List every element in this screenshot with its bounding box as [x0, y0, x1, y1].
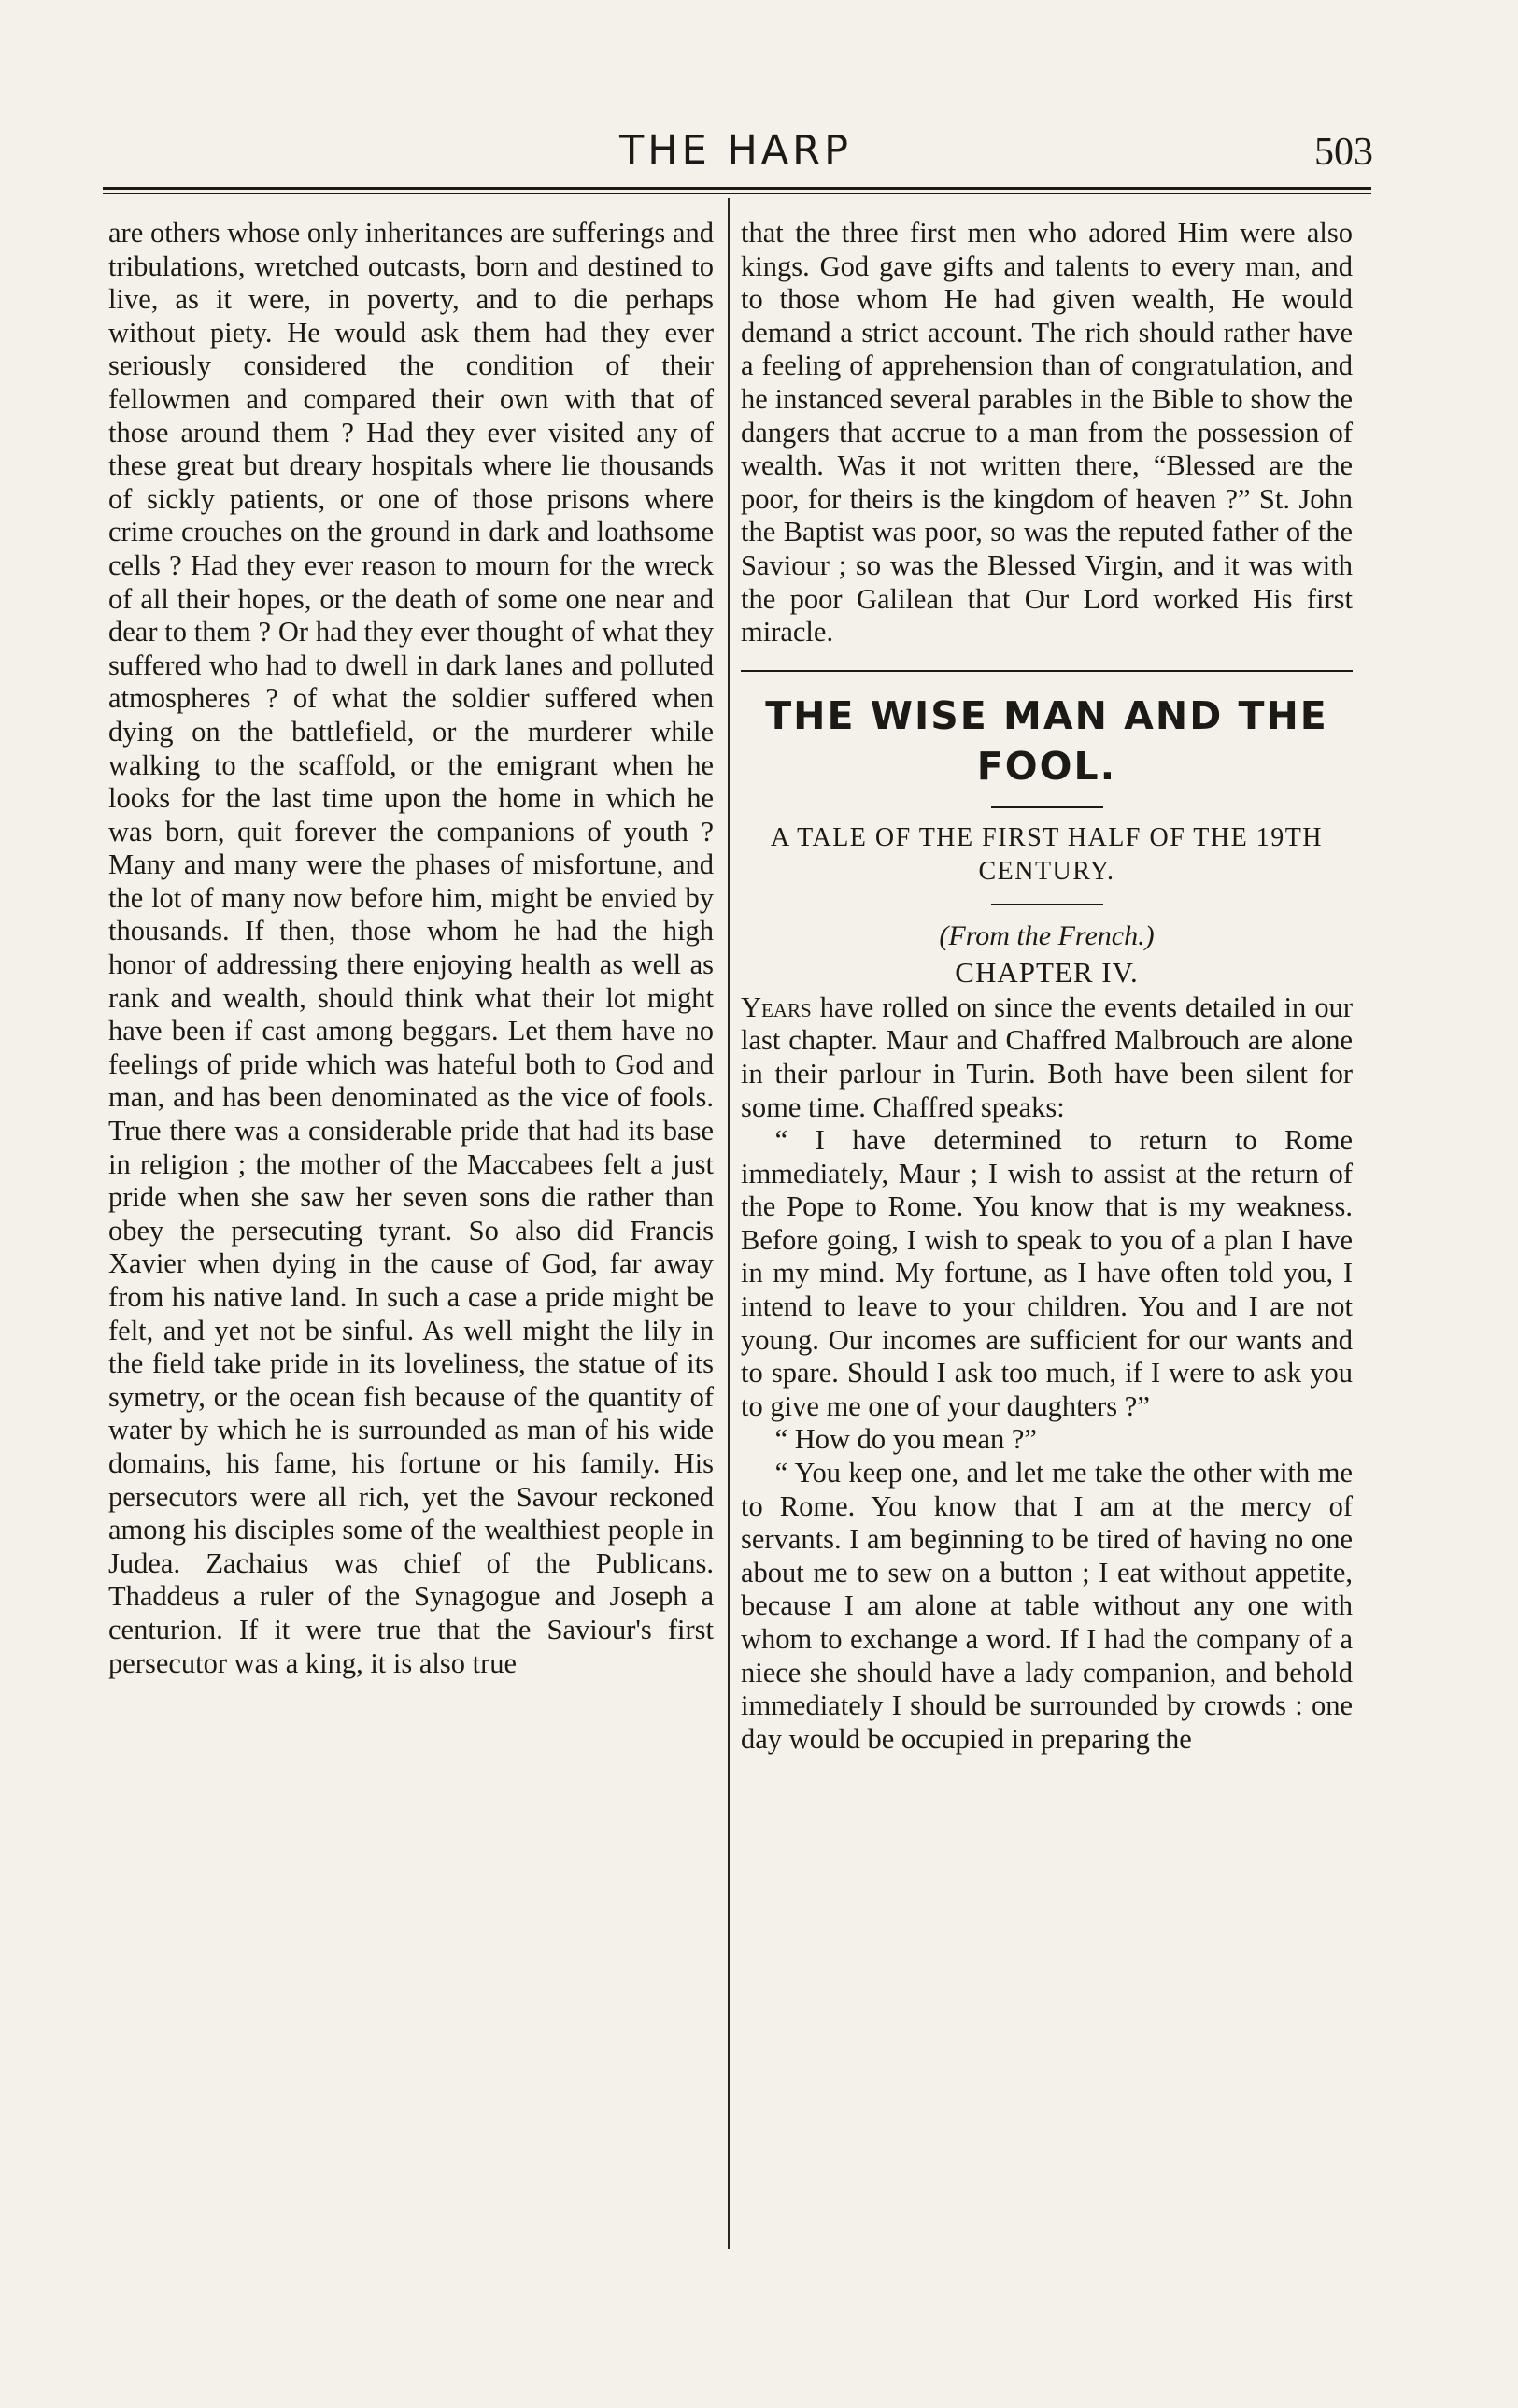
lead-word: Years — [741, 990, 812, 1023]
source-note: (From the French.) — [939, 919, 1155, 951]
story-paragraph-1 — [741, 991, 1353, 1124]
story-paragraph-1-text: have rolled on since the events detailed in our last chapter. Maur and Chaffred Malbrouch are alone in their parlour in Turin. Both have been silent for some time. Chaffred speaks: — [741, 990, 1353, 1123]
column-divider — [728, 198, 730, 2249]
chapter-heading: CHAPTER IV. — [955, 955, 1139, 989]
story-paragraph-4: “ You keep one, and let me take the other with me to Rome. You know that I am at the mercy of servants. I am beginning to be tired of having no one about me to sew on a button ; I eat without appetite, because I am alone at table without any one with whom to exchange a word. If I had the company of a niece she should have a lady companion, and behold immediately I should be surrounded by crowds : one day would be occupied in preparing the — [741, 1457, 1353, 1755]
story-subtitle: A TALE OF THE FIRST HALF OF THE 19TH CENTURY. — [770, 822, 1324, 886]
left-column — [108, 217, 714, 1680]
title-rule — [991, 806, 1103, 808]
running-head: THE HARP — [619, 127, 852, 174]
subtitle-rule — [991, 904, 1103, 905]
story-paragraph-2: “ I have determined to return to Rome immediately, Maur ; I wish to assist at the return of the Pope to Rome. You know that is my weakness. Before going, I wish to speak to you of a plan I have in my mind. My fortune, as I have often told you, I intend to leave to your children. You and I are not young. Our incomes are sufficient for our wants and to spare. Should I ask too much, if I were to ask you to give me one of your daughters ?” — [741, 1124, 1353, 1422]
section-divider — [741, 670, 1353, 672]
header-rule — [103, 187, 1371, 190]
page-header — [98, 123, 1373, 178]
story-title: THE WISE MAN AND THE FOOL. — [765, 692, 1328, 789]
left-column-text: are others whose only inheritances are sufferings and tribulations, wretched outcasts, born and destined to live, as it were, in poverty, and to die perhaps without piety. He would ask them had they ever seriously considered the condition of their fellowmen and compared their own with that of those around them ? Had they ever visited any of these great but dreary hospitals where lie thousands of sickly patients, or one of those prisons where crime crouches on the ground in dark and loathsome cells ? Had they ever reason to mourn for the wreck of all their hopes, or the death of some one near and dear to them ? Or had they ever thought of what they suffered who had to dwell in dark lanes and polluted atmospheres ? of what the soldier suffered when dying on the battlefield, or the murderer while walking to the scaffold, or the emigrant when he looks for the last time upon the home in which he was born, quit forever the companions of youth ? Many and many were the phases of misfortune, and the lot of many now before him, might be envied by thousands. If then, those whom he had the high honor of addressing there enjoying health as well as rank and wealth, should think what their lot might have been if cast among beggars. Let them have no feelings of pride which was hateful both to God and man, and has been denominated as the vice of fools. True there was a considerable pride that had its base in religion ; the mother of the Maccabees felt a just pride when she saw her seven sons die rather than obey the persecuting tyrant. So also did Francis Xavier when dying in the cause of God, far away from his native land. In such a case a pride might be felt, and yet not be sinful. As well might the lily in the field take pride in its loveliness, the statue of its symetry, or the ocean fish because of the quantity of water by which he is surrounded as man of his wide domains, his fame, his fortune or his family. His persecutors were all rich, yet the Savour reckoned among his disciples some of the wealthiest people in Judea. Zachaius was chief of the Publicans. Thaddeus a ruler of the Synagogue and Joseph a centurion. If it were true that the Saviour's first persecutor was a king, it is also true — [108, 217, 714, 1679]
page-number: 503 — [1314, 131, 1373, 174]
header-rule-thin — [103, 193, 1371, 194]
continued-paragraph: that the three first men who adored Him were also kings. God gave gifts and talents to every man, and to those whom He had given wealth, He would demand a strict account. The rich should rather have a feeling of apprehension than of congratulation, and he instanced several parables in the Bible to show the dangers that accrue to a man from the possession of wealth. Was it not written there, “Blessed are the poor, for theirs is the kingdom of heaven ?” St. John the Baptist was poor, so was the reputed father of the Saviour ; so was the Blessed Virgin, and it was with the poor Galilean that Our Lord worked His first miracle. — [741, 217, 1353, 648]
right-column — [741, 217, 1353, 1756]
story-paragraph-3: “ How do you mean ?” — [774, 1423, 1037, 1456]
